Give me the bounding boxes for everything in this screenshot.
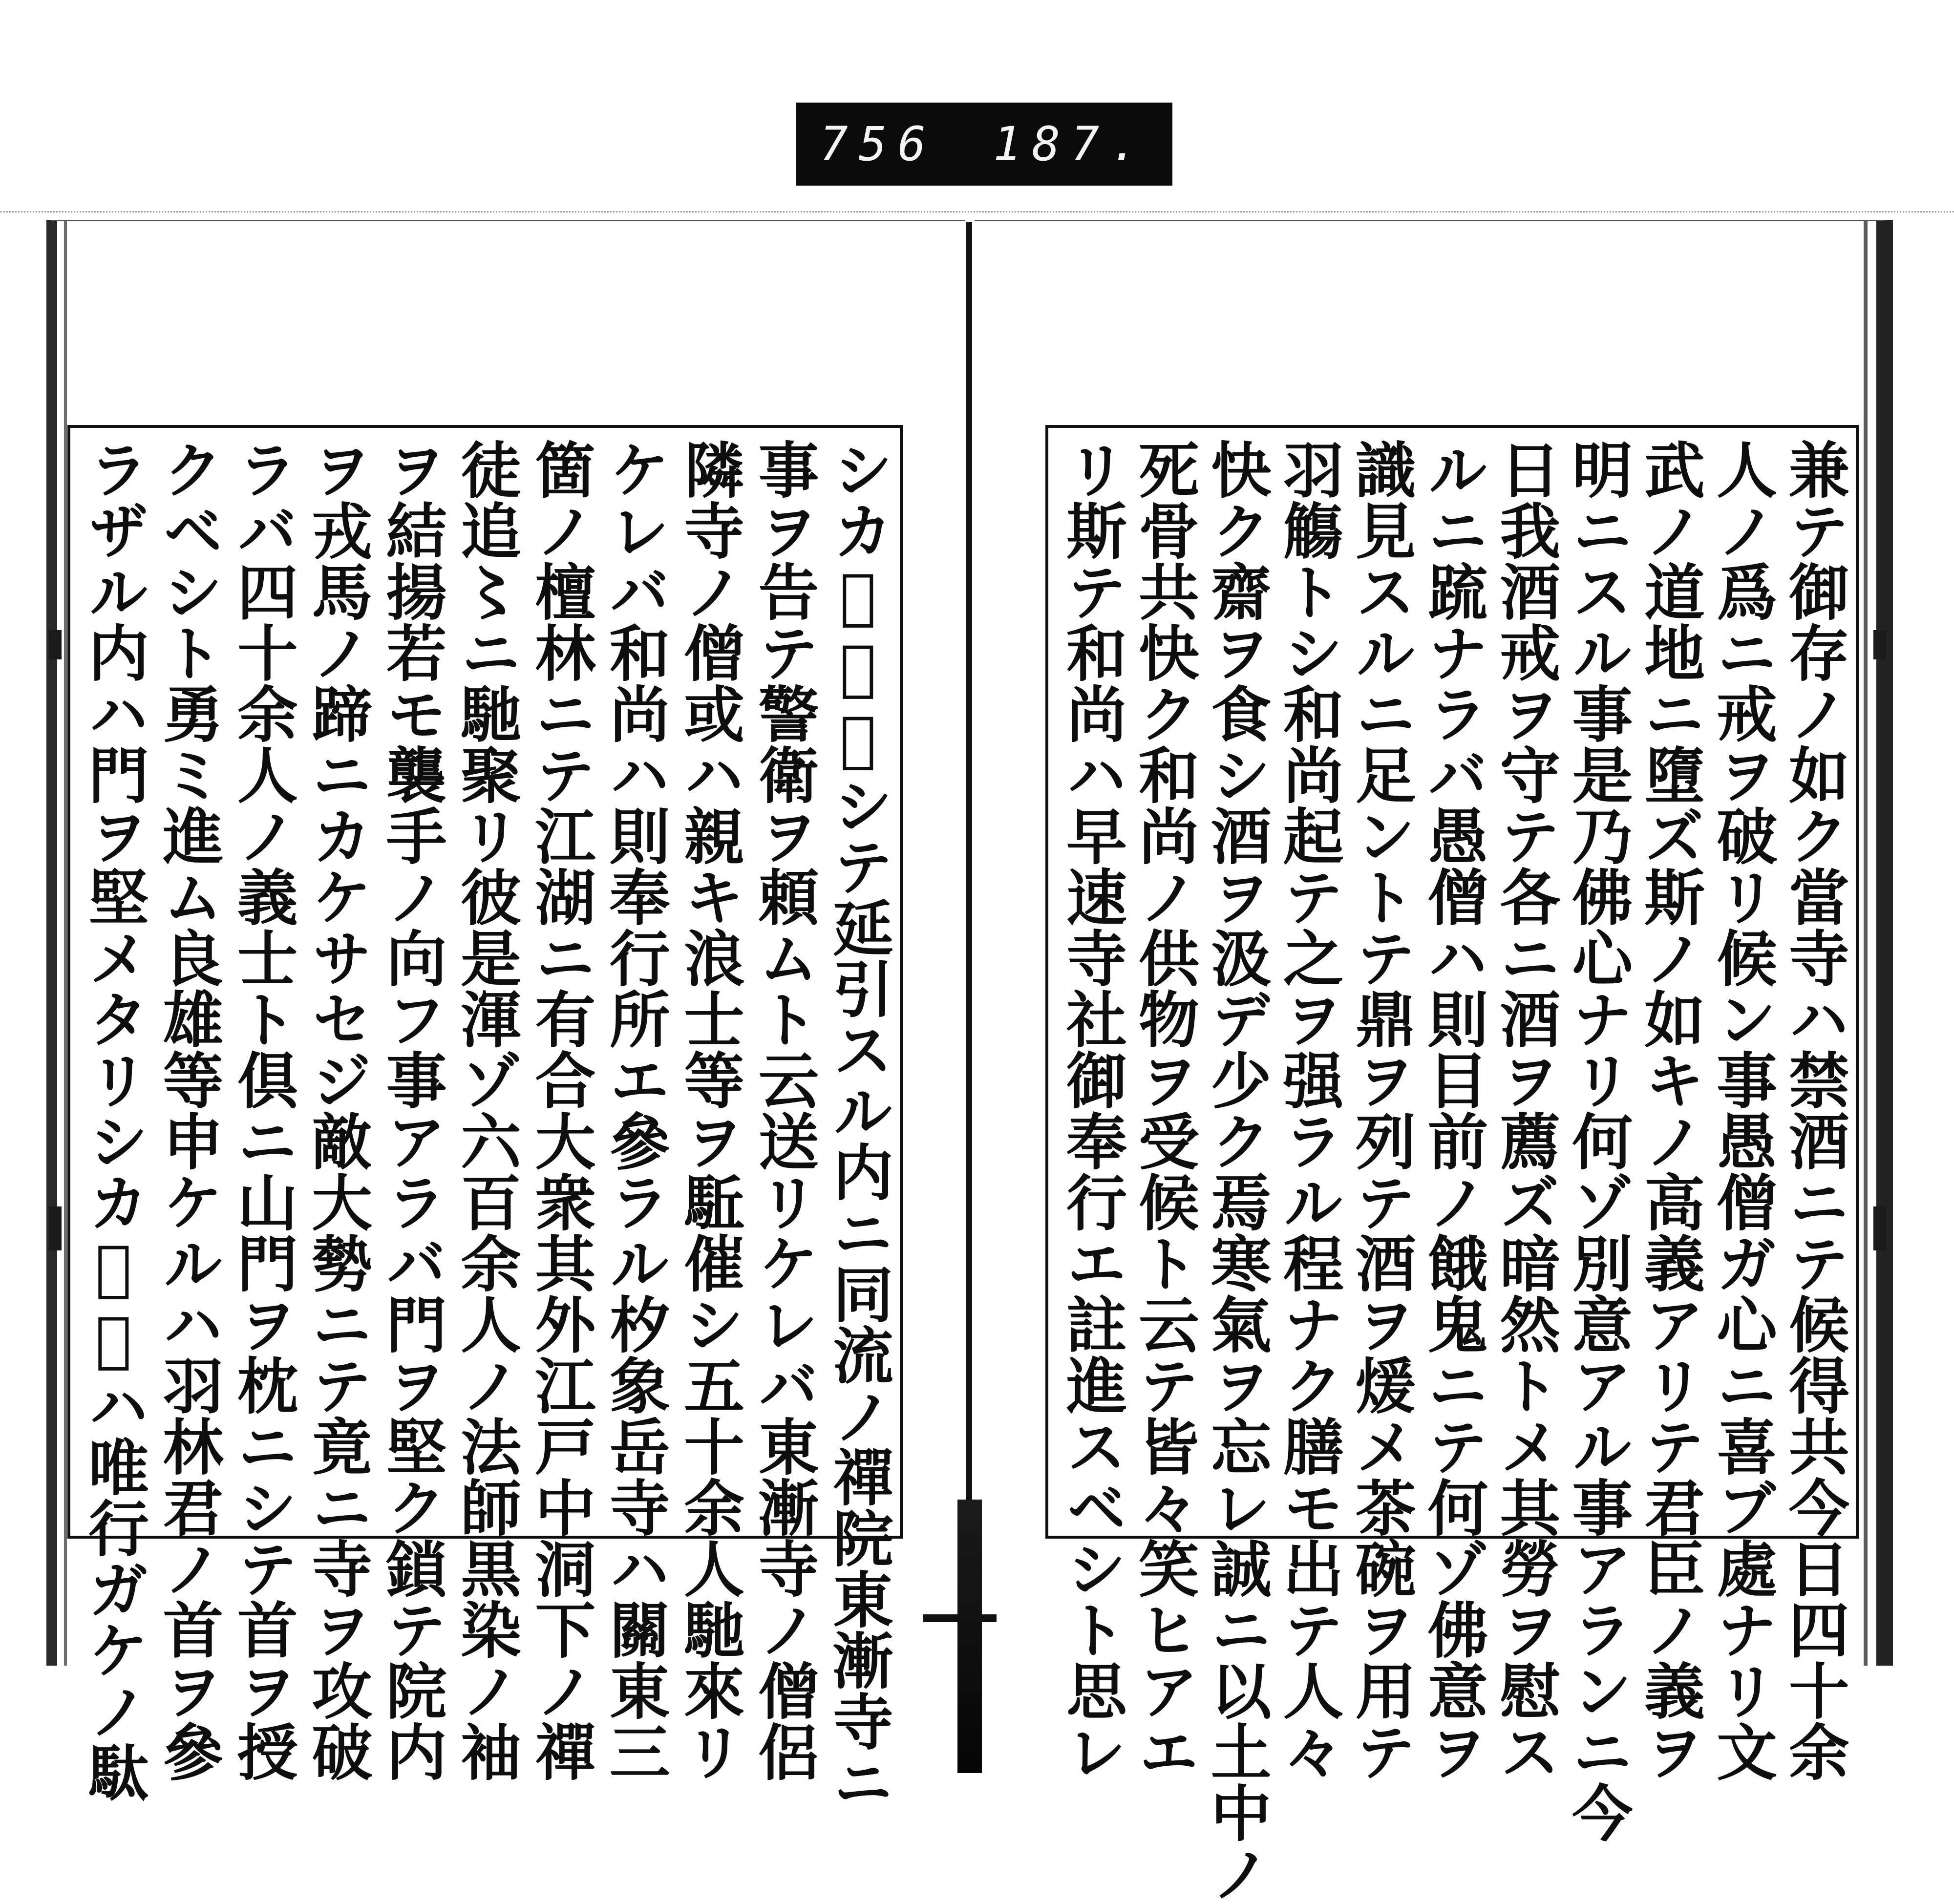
text-column: クベシト勇ミ進ム良雄等申ケルハ羽林君ノ首ヲ參 bbox=[152, 439, 224, 1782]
left-edge-mark-top bbox=[49, 630, 62, 659]
catalog-label bbox=[796, 103, 1172, 186]
text-column: 徒追〻ニ馳聚リ彼是渾ゾ六百余人ノ法師黒染ノ袖 bbox=[450, 439, 521, 1782]
text-column: 快ク齋ヲ食シ酒ヲ汲デ少ク焉寒氣ヲ忘レ誠ニ以土中ノ bbox=[1200, 439, 1272, 1904]
right-edge-mark-top bbox=[1873, 630, 1886, 659]
text-column: リ斯テ和尚ハ早速寺社御奉行エ註進スベシト思レ bbox=[1056, 439, 1127, 1782]
spine-tab bbox=[957, 1500, 982, 1773]
text-column: 羽觴トシ和尚起テ之ヲ强ラル程ナク膳モ出テ人々 bbox=[1273, 439, 1344, 1782]
catalog-number-left: 756 bbox=[820, 117, 937, 171]
top-fold-line bbox=[0, 211, 1954, 212]
text-column: シカ𪜈鬼角シテ延引スル内ニ同流ノ禪院東漸寺ニ bbox=[822, 439, 893, 1813]
text-column: ヲ結揚若モ襲手ノ向フ事アラバ門ヲ堅ク鎖テ院内 bbox=[376, 439, 447, 1782]
text-column: 事ヲ告テ警衛ヲ頼ムト云送リケレバ東漸寺ノ僧侶 bbox=[748, 439, 819, 1782]
text-column: 箇ノ檀林ニテ江湖ニ有合大衆其外江戸中洞下ノ禪 bbox=[525, 439, 596, 1782]
text-column: ケレバ和尚ハ則奉行所エ參ラル𣏐象岳寺ハ關東三 bbox=[599, 439, 670, 1782]
text-column: 日我酒戒ヲ守テ各ニ酒ヲ薦ズ暗然トメ其勞ヲ慰ス bbox=[1489, 439, 1561, 1782]
text-column: ラザル内ハ門ヲ堅メタリシカ𪜈今ハ唯行ガケノ駄 bbox=[78, 439, 149, 1802]
left-text-frame bbox=[67, 425, 903, 1813]
text-column: ラバ四十余人ノ義士ト倶ニ山門ヲ枕ニシテ首ヲ授 bbox=[227, 439, 298, 1782]
text-column: 人ノ爲ニ戒ヲ破リ候ン事愚僧ガ心ニ喜ブ處ナリ文 bbox=[1706, 439, 1778, 1782]
right-text-frame bbox=[1045, 425, 1859, 1904]
text-column: 兼テ御存ノ如ク當寺ハ禁酒ニテ候得共今日四十余 bbox=[1778, 439, 1849, 1782]
left-edge-mark-bottom bbox=[49, 1206, 62, 1250]
text-column: 隣寺ノ僧或ハ親キ浪士等ヲ駈催シ五十余人馳來リ bbox=[674, 439, 745, 1782]
text-column: 死骨共快ク和尚ノ供物ヲ受候ト云テ皆々笑ヒアエ bbox=[1128, 439, 1199, 1782]
text-column: 武ノ道地ニ墮ズ斯ノ如キノ高義アリテ君臣ノ義ヲ bbox=[1634, 439, 1705, 1782]
catalog-number-right: 187. bbox=[993, 117, 1149, 171]
text-column: 識見スルニ足ントテ鼎ヲ列テ酒ヲ煖メ茶碗ヲ用テ bbox=[1345, 439, 1416, 1782]
text-column: ルニ䟽ナラバ愚僧ハ則目前ノ餓鬼ニテ何ゾ佛意ヲ bbox=[1417, 439, 1488, 1782]
right-edge-mark-bottom bbox=[1873, 1206, 1886, 1250]
text-column: 明ニスル事是乃佛心ナリ何ゾ別意アル事アランニ今 bbox=[1562, 439, 1633, 1843]
text-column: ヲ戎馬ノ蹄ニカケサセジ敵大勢ニテ竟ニ寺ヲ攻破 bbox=[301, 439, 373, 1782]
